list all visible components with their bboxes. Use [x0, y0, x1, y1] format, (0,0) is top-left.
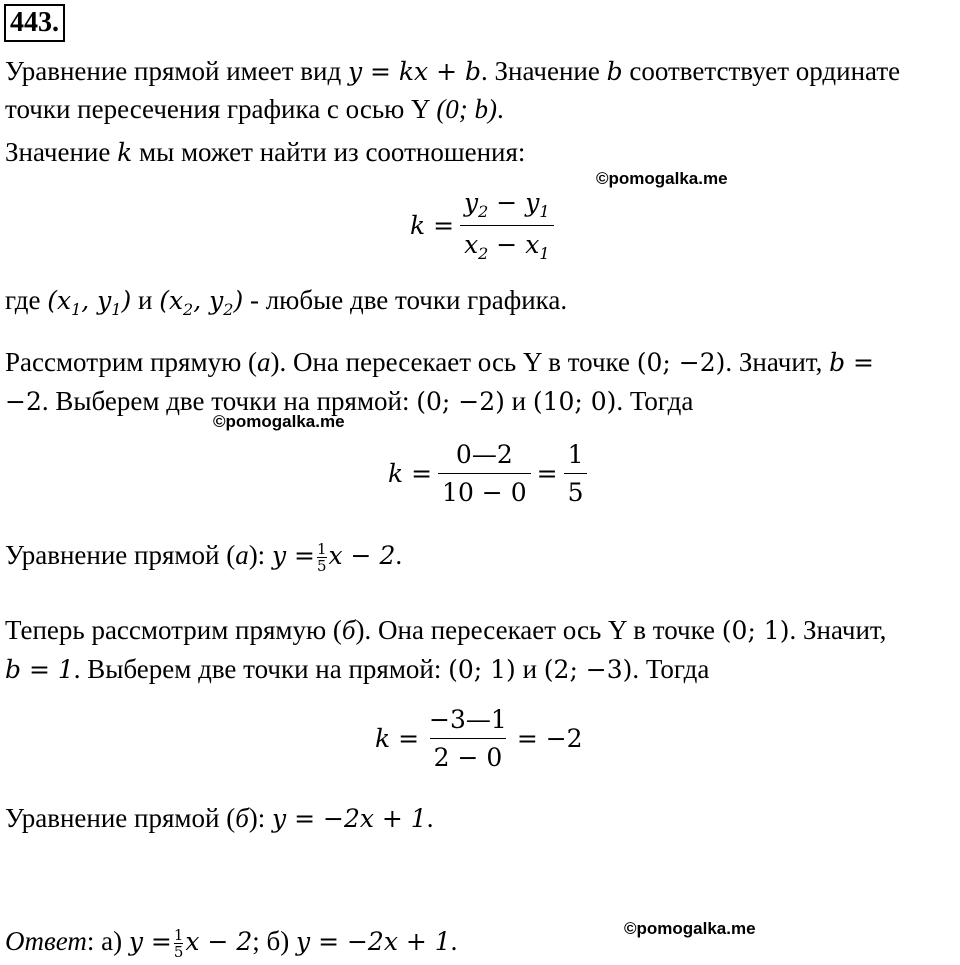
- watermark: ©pomogalka.me: [213, 412, 345, 431]
- part-b-line-1: Теперь рассмотрим прямую (б). Она пересекает ось Y в точке (0; 1). Значит,: [5, 615, 887, 645]
- formula-lhs: k =: [410, 211, 455, 240]
- text: где: [5, 285, 48, 315]
- part-b-line-2: b = 1. Выберем две точки на прямой: (0; 1) и (2; −3). Тогда: [5, 654, 710, 684]
- part-a-line-2: −2. Выберем две точки на прямой: (0; −2) и (10; 0). Тогда: [5, 386, 694, 416]
- formula-k-a: k = $\frac{0—2}{10 - 0}$ = $\frac{1}{5}$: [388, 440, 593, 507]
- variable: k: [117, 138, 133, 167]
- equation: y = kx + b: [347, 57, 481, 86]
- text: Уравнение прямой имеет вид: [5, 56, 348, 86]
- part-b-equation: Уравнение прямой (б): y = −2x + 1.: [5, 803, 434, 833]
- intro-line-3: [5, 137, 525, 168]
- fraction: $\frac{-3—1}{2 - 0}$: [429, 705, 507, 772]
- fraction: $\frac{1}{5}$: [564, 440, 588, 507]
- fraction: [460, 188, 553, 263]
- answer-label: Ответ: [5, 926, 87, 956]
- text: точки пересечения графика с осью Y: [5, 94, 437, 124]
- point: (0; b): [436, 94, 498, 124]
- text: соответствует ординате: [622, 56, 901, 86]
- text: и: [131, 285, 160, 315]
- denominator: $x_2 - x_1$: [460, 225, 553, 263]
- fraction: $\frac{0—2}{10 - 0}$: [438, 440, 531, 507]
- part-a-equation: Уравнение прямой (а): y = $\frac{1}{5}$ x − 2.: [5, 540, 403, 576]
- text: . Значение: [481, 56, 607, 86]
- text: Значение: [5, 137, 118, 167]
- numerator: $y_2 - y_1$: [464, 188, 550, 221]
- watermark: ©pomogalka.me: [624, 919, 756, 938]
- text: мы может найти из соотношения:: [132, 137, 526, 167]
- intro-line-2: [5, 94, 504, 125]
- intro-line-1: [5, 56, 900, 87]
- variable: b: [606, 57, 623, 86]
- answer-line: Ответ: а) y = $\frac{1}{5}$ x − 2; б) y = −2x + 1.: [5, 926, 458, 962]
- point-2: ($x_2$, $y_2$): [159, 286, 244, 319]
- watermark: ©pomogalka.me: [596, 169, 728, 188]
- point-1: ($x_1$, $y_1$): [47, 286, 132, 319]
- text: .: [497, 94, 504, 124]
- formula-k-b: k = $\frac{-3—1}{2 - 0}$ = −2: [375, 705, 583, 772]
- problem-number: 443.: [4, 4, 65, 42]
- small-fraction: $\frac{1}{5}$: [173, 926, 184, 962]
- text: - любые две точки графика.: [243, 285, 568, 315]
- formula-k: [410, 188, 560, 263]
- small-fraction: $\frac{1}{5}$: [316, 540, 327, 576]
- where-line: [5, 285, 567, 319]
- part-a-line-1: Рассмотрим прямую (а). Она пересекает ось Y в точке (0; −2). Значит, b =: [5, 347, 874, 377]
